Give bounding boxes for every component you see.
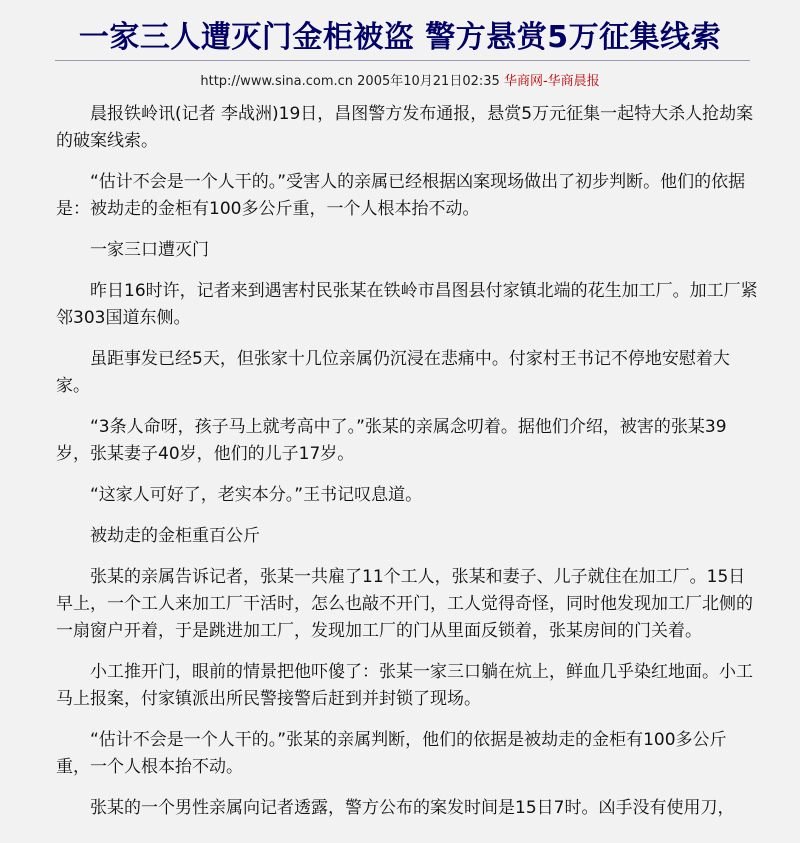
subheading: 被劫走的金柜重百公斤 xyxy=(90,526,260,546)
meta-url-date: http://www.sina.com.cn 2005年10月21日02:35 xyxy=(200,74,500,89)
paragraph: “这家人可好了，老实本分。”王书记叹息道。 xyxy=(90,485,423,505)
article-body xyxy=(56,101,760,822)
source-link[interactable]: 华商网-华商晨报 xyxy=(503,74,600,89)
paragraph: 昨日16时许，记者来到遇害村民张某在铁岭市昌图县付家镇北端的花生加工厂。加工厂紧邻303国道东侧。 xyxy=(56,281,758,328)
paragraph: “3条人命呀，孩子马上就考高中了。”张某的亲属念叨着。据他们介绍，被害的张某39岁，张某妻子40岁，他们的儿子17岁。 xyxy=(56,417,727,464)
paragraph: “估计不会是一个人干的。”受害人的亲属已经根据凶案现场做出了初步判断。他们的依据是：被劫走的金柜有100多公斤重，一个人根本抬不动。 xyxy=(56,172,746,219)
article-title: 一家三人遭灭门金柜被盗 警方悬赏5万征集线索 xyxy=(78,20,722,55)
paragraph: 张某的亲属告诉记者，张某一共雇了11个工人，张某和妻子、儿子就住在加工厂。15日早上，一个工人来加工厂干活时，怎么也敲不开门，工人觉得奇怪，同时他发现加工厂北侧的一扇窗户开着，于是跳进加工厂，发现加工厂的门从里面反锁着，张某房间的门关着。 xyxy=(56,567,753,641)
paragraph: “估计不会是一个人干的。”张某的亲属判断，他们的依据是被劫走的金柜有100多公斤重，一个人根本抬不动。 xyxy=(56,730,727,777)
paragraph: 晨报铁岭讯(记者 李战洲)19日，昌图警方发布通报，悬赏5万元征集一起特大杀人抢劫案的破案线索。 xyxy=(56,104,754,151)
paragraph: 小工推开门，眼前的情景把他吓傻了：张某一家三口躺在炕上，鲜血几乎染红地面。小工马上报案，付家镇派出所民警接警后赶到并封锁了现场。 xyxy=(56,662,753,709)
paragraph: 虽距事发已经5天，但张家十几位亲属仍沉浸在悲痛中。付家村王书记不停地安慰着大家。 xyxy=(56,349,730,396)
subheading: 一家三口遭灭门 xyxy=(90,240,209,260)
paragraph: 张某的一个男性亲属向记者透露，警方公布的案发时间是15日7时。凶手没有使用刀， xyxy=(90,798,735,818)
article-meta xyxy=(0,71,800,93)
title-divider xyxy=(55,60,750,61)
